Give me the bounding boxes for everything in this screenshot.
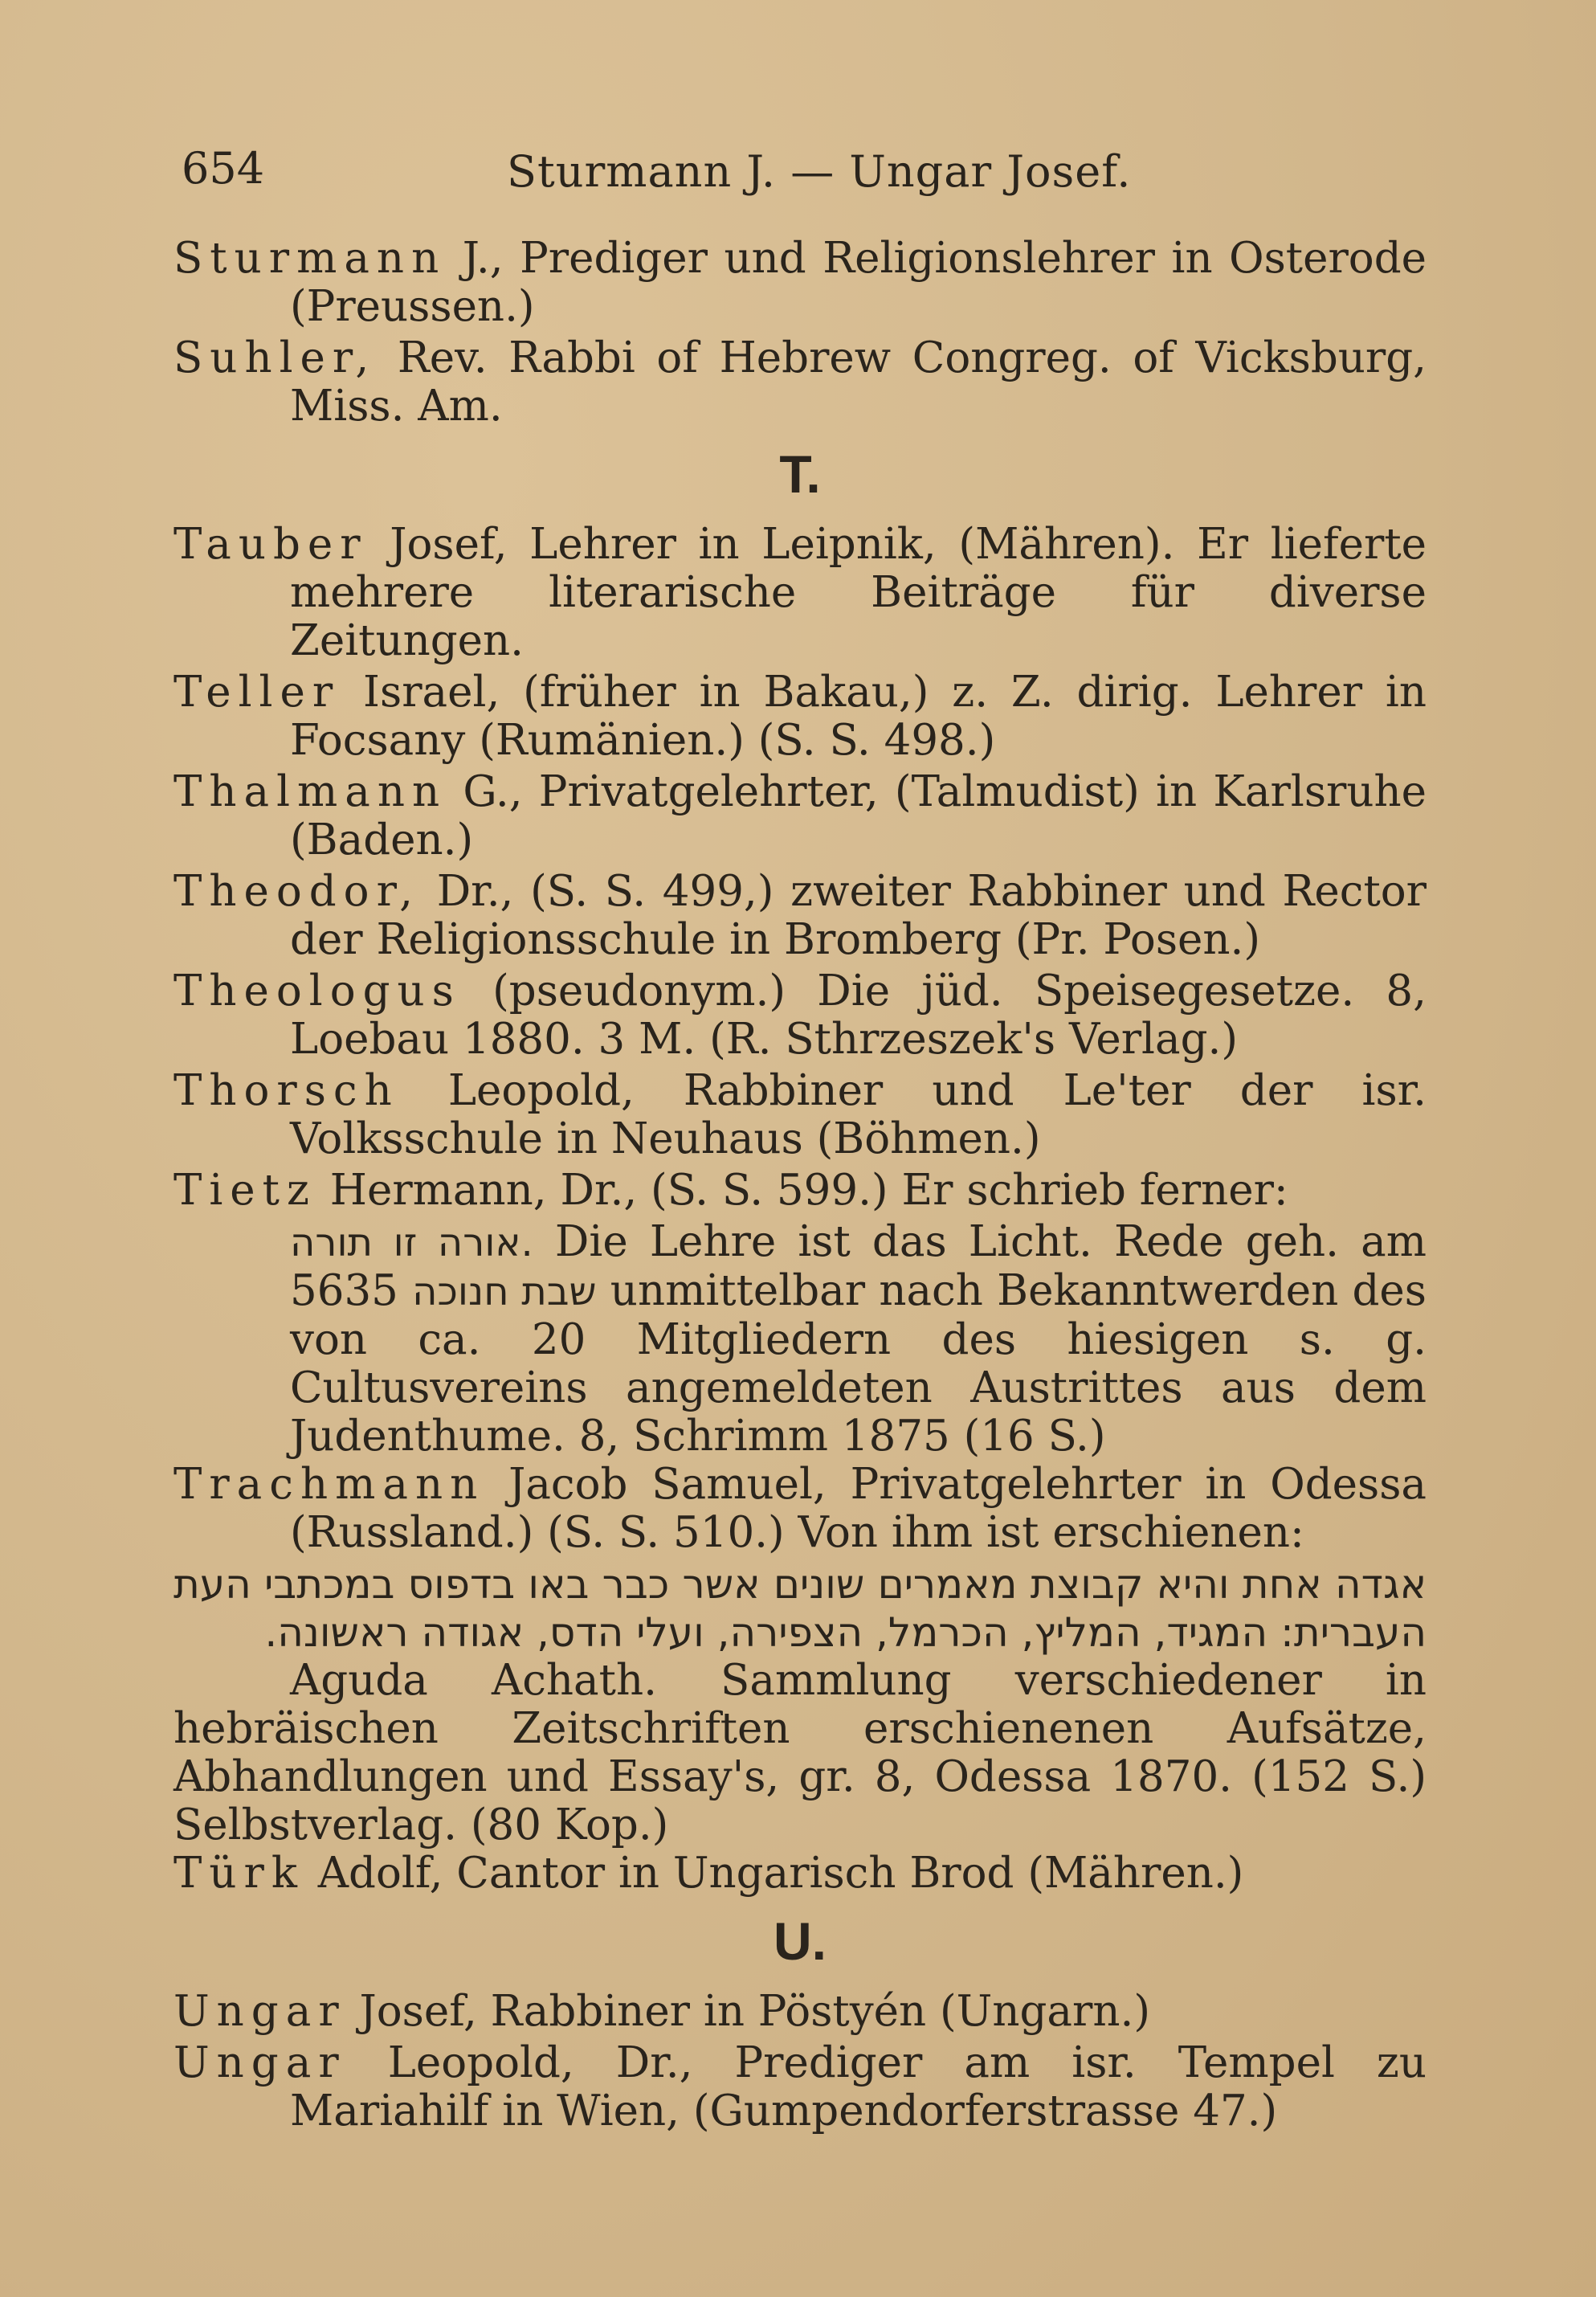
entry-tietz (173, 1167, 1427, 1215)
entry-name: Teller (173, 668, 341, 717)
entry-thalmann (173, 768, 1427, 864)
entry-text: Hermann, Dr., (S. S. 599.) Er schrieb ferner: (316, 1166, 1288, 1215)
entry-text: G., Privatgelehrter, (Talmudist) in Karlsruhe (Baden.) (290, 767, 1427, 864)
section-heading-u: U. (774, 1911, 827, 1971)
running-head: Sturmann J. — Ungar Josef. (507, 146, 1132, 197)
entry-tauber (173, 521, 1427, 665)
entry-text: Leopold, Dr., Prediger am isr. Tempel zu Mariahilf in Wien, (Gumpendorferstrasse 47.) (290, 2038, 1427, 2136)
entry-name: Türk (173, 1849, 304, 1898)
entry-text: Jacob Samuel, Privatgelehrter in Odessa (Russland.) (S. S. 510.) Von ihm ist erschienen: (290, 1460, 1427, 1557)
entry-thorsch (173, 1067, 1427, 1163)
entry-text: Leopold, Rabbiner und Le'ter der isr. Volksschule in Neuhaus (Böhmen.) (290, 1066, 1427, 1163)
entry-name: Trachmann (173, 1460, 485, 1509)
entry-name: Theodor, (173, 867, 420, 916)
entry-name: Suhler, (173, 333, 377, 382)
entry-text: (pseudonym.) Die jüd. Speisegesetze. 8, Loebau 1880. 3 M. (R. Sthrzeszek's Verlag.) (290, 967, 1427, 1064)
page-number: 654 (182, 143, 265, 194)
entry-teller (173, 668, 1427, 765)
entry-text: Israel, (früher in Bakau,) z. Z. dirig. Lehrer in Focsany (Rumänien.) (S. S. 498.) (290, 668, 1427, 765)
entry-text: Josef, Lehrer in Leipnik, (Mähren). Er lieferte mehrere literarische Beiträge für diverse Zeitungen. (290, 520, 1427, 665)
entry-text: J., Prediger und Religionslehrer in Osterode (Preussen.) (290, 234, 1427, 331)
work-text: 5635 unmittelbar nach Bekanntwerden des von ca. 20 Mitgliedern des hiesigen s. g. Cultusvereins angemeldeten Austrittes aus dem Judenthume. 8, Schrimm 1875 (16 S.) (290, 1266, 1427, 1461)
entry-trachmann (173, 1461, 1427, 1557)
entry-theologus (173, 967, 1427, 1064)
entry-sturmann (173, 235, 1427, 331)
entry-name: Tietz (173, 1166, 316, 1215)
entry-text: Adolf, Cantor in Ungarisch Brod (Mähren.) (304, 1849, 1244, 1898)
entry-name: Thalmann (173, 767, 447, 816)
page-header (182, 143, 1435, 207)
entry-name: Ungar (173, 2038, 346, 2087)
entry-name: Thorsch (173, 1066, 399, 1115)
entry-name: Theologus (173, 967, 461, 1016)
entry-ungar-josef (173, 1988, 1427, 2036)
work-text: Die Lehre ist das Licht. Rede geh. am (533, 1217, 1427, 1266)
entry-name: Sturmann (173, 234, 447, 283)
entry-text: Josef, Rabbiner in Pöstyén (Ungarn.) (345, 1987, 1151, 2036)
translation: Aguda Achath. Sammlung verschiedener in hebräischen Zeitschriften erschienenen Aufsätze, Abhandlungen und Essay's, gr. 8, Odessa 1870. (152 S.) Selbstverlag. (80 Kop.) (173, 1656, 1427, 1849)
entry-turk (173, 1849, 1427, 1898)
entry-name: Ungar (173, 1987, 346, 2036)
hebrew-date: שבת חנוכה (412, 1269, 597, 1314)
entry-text: Rev. Rabbi of Hebrew Congreg. of Vicksburg, Miss. Am. (290, 333, 1427, 431)
hebrew-title: אורה זו תורה. (290, 1220, 533, 1265)
entry-text: Dr., (S. S. 499,) zweiter Rabbiner und Rector der Religionsschule in Bromberg (Pr. Posen.) (290, 867, 1427, 964)
section-heading-t: T. (779, 444, 821, 504)
entry-ungar-leopold (173, 2039, 1427, 2136)
entry-suhler (173, 334, 1427, 431)
tietz-work (173, 1218, 1427, 1461)
page-body (173, 235, 1427, 2139)
entry-name: Tauber (173, 520, 368, 569)
hebrew-title-block: אגדה אחת והיא קבוצת מאמרים שונים אשר כבר באו בדפוס במכתבי העת העברית: המגיד, המליץ, הכרמל, הצפירה, ועלי הדס, אגודה ראשונה. (173, 1561, 1427, 1656)
entry-theodor (173, 868, 1427, 964)
